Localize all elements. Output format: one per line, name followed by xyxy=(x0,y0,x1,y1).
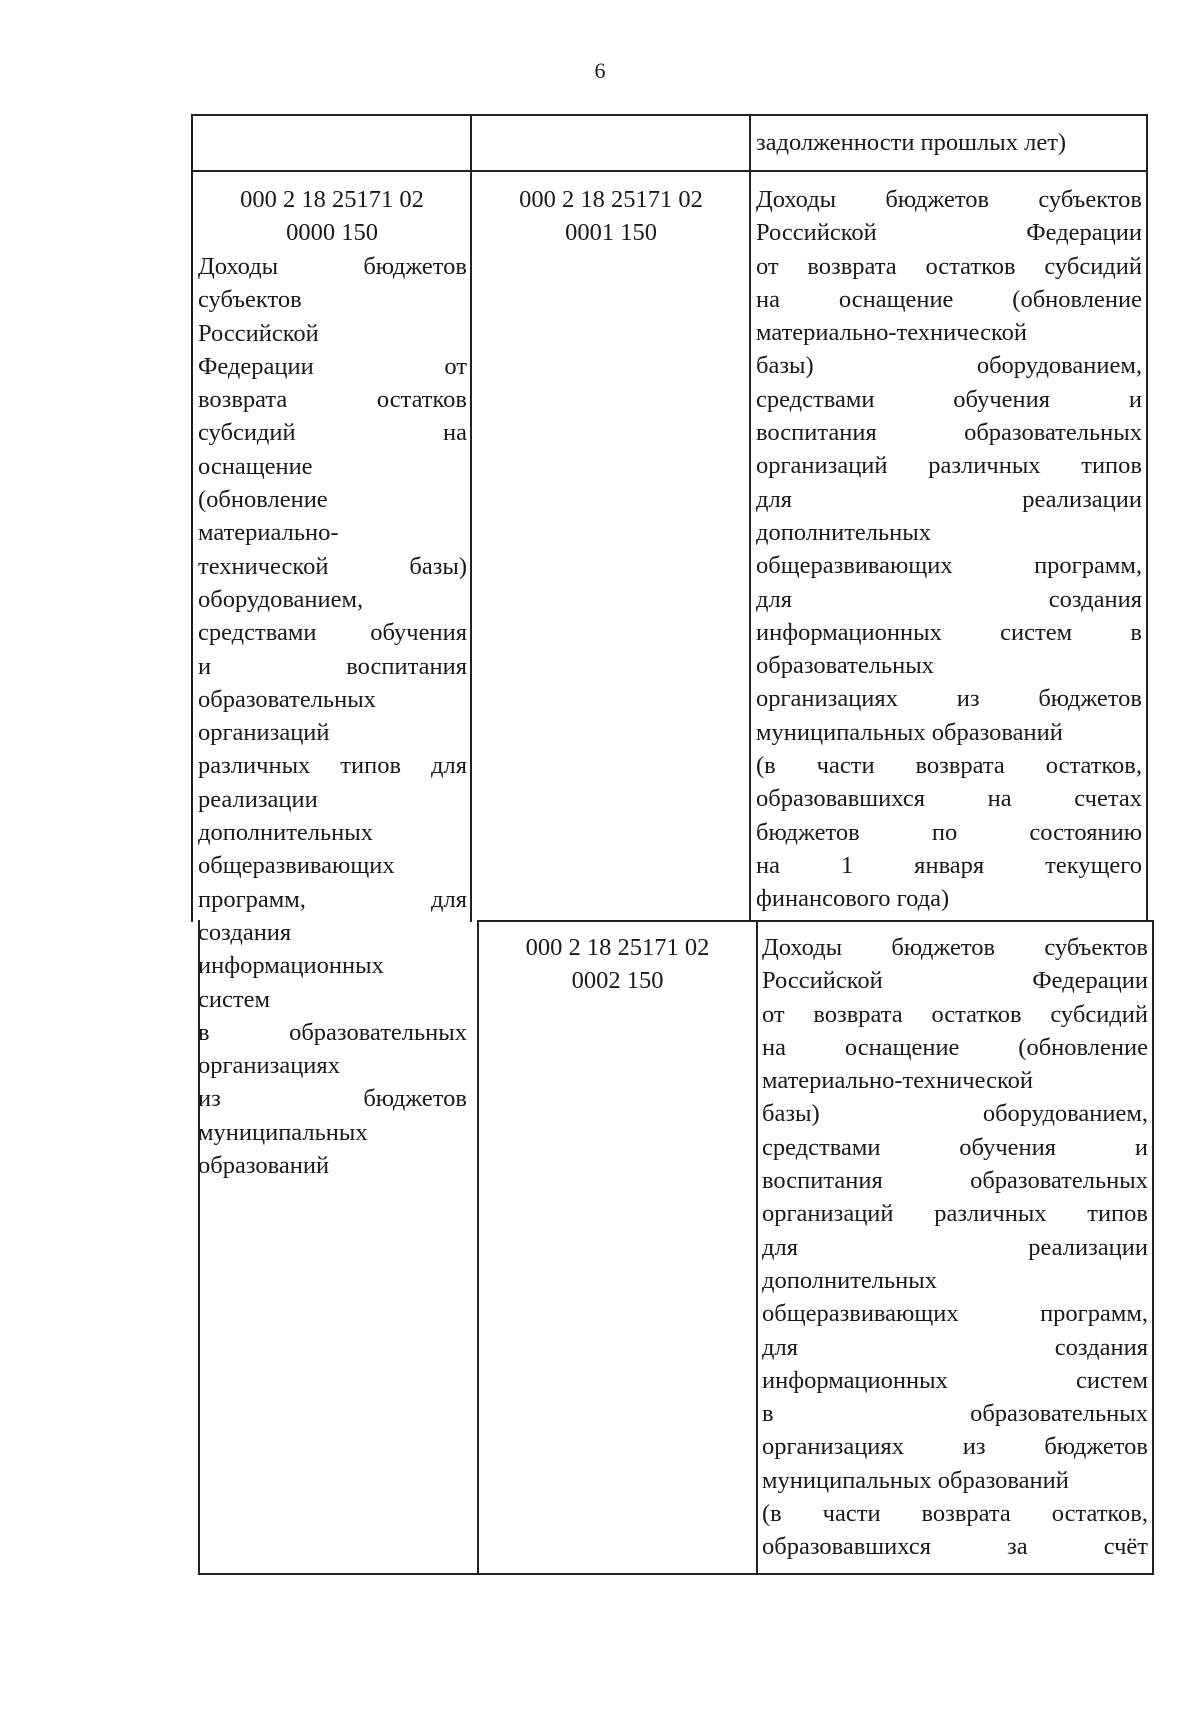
desc-line: Доходы бюджетов xyxy=(198,253,467,280)
desc-line: различных типов для xyxy=(198,752,467,780)
desc-line: Российской Федерации xyxy=(762,967,1148,995)
desc-line: на оснащение (обновление xyxy=(762,1033,1148,1061)
desc-line: образовательных xyxy=(756,652,934,680)
desc-line: от возврата остатков субсидий xyxy=(762,1000,1148,1028)
desc-line: образовавшихся за счёт xyxy=(762,1533,1148,1561)
desc-line: муниципальных xyxy=(198,1118,368,1146)
desc-line: Российской xyxy=(198,319,319,347)
desc-line: на 1 января текущего xyxy=(756,851,1142,879)
desc-line: из бюджетов xyxy=(198,1085,467,1113)
table-right-border xyxy=(1152,920,1154,1575)
desc-line: Российской Федерации xyxy=(756,219,1142,247)
desc-line: общеразвивающих xyxy=(198,852,395,880)
row-1-code-cell xyxy=(475,183,747,250)
row-2-code-cell xyxy=(481,931,754,998)
table-bottom-border xyxy=(198,1573,1154,1575)
desc-line: организаций различных типов xyxy=(756,452,1142,480)
desc-line: создания xyxy=(198,918,292,946)
desc-line: общеразвивающих программ, xyxy=(756,552,1142,580)
desc-line: в образовательных xyxy=(198,1018,467,1046)
desc-line: дополнительных xyxy=(756,518,932,546)
desc-line: информационных систем xyxy=(762,1366,1148,1394)
desc-line: средствами обучения и xyxy=(762,1133,1148,1161)
desc-line: образований xyxy=(198,1152,330,1180)
code-line: 0001 150 xyxy=(565,219,657,247)
desc-line: технической базы) xyxy=(198,552,467,580)
group-code-cell xyxy=(196,183,468,250)
page-number: 6 xyxy=(594,58,606,83)
desc-line: систем xyxy=(198,985,270,1013)
desc-line: муниципальных образований xyxy=(762,1466,1069,1494)
column-divider-1 xyxy=(470,114,472,922)
table-left-border xyxy=(191,114,193,922)
code-line: 000 2 18 25171 02 xyxy=(525,934,710,961)
row-2-description-cell xyxy=(762,931,1148,1564)
desc-line: в образовательных xyxy=(762,1400,1148,1428)
row-divider xyxy=(191,170,1148,172)
desc-line: образовавшихся на счетах xyxy=(756,785,1142,813)
desc-line: от возврата остатков субсидий xyxy=(756,252,1142,280)
desc-line: организациях из бюджетов xyxy=(762,1433,1148,1461)
desc-line: (в части возврата остатков, xyxy=(756,752,1142,780)
desc-line: на оснащение (обновление xyxy=(756,285,1142,313)
column-divider-2 xyxy=(749,114,751,922)
group-description-cell xyxy=(198,250,467,1182)
desc-line: образовательных xyxy=(198,685,376,713)
subrow-divider xyxy=(477,920,1152,922)
code-line: 0002 150 xyxy=(571,967,664,995)
desc-line: информационных систем в xyxy=(756,618,1142,646)
desc-line: для создания xyxy=(756,585,1142,613)
desc-line: информационных xyxy=(198,952,384,980)
desc-line: программ, для xyxy=(198,885,467,913)
desc-line: материально- xyxy=(198,519,339,547)
desc-line: Федерации от xyxy=(198,352,467,380)
column-divider-2 xyxy=(756,920,758,1575)
table-right-border xyxy=(1146,114,1148,922)
desc-line: (обновление xyxy=(198,486,328,514)
continuation-cell: задолженности прошлых лет) xyxy=(756,129,1067,156)
desc-line: возврата остатков xyxy=(198,386,467,414)
desc-line: Доходы бюджетов субъектов xyxy=(762,934,1148,961)
table-top-border xyxy=(191,114,1148,116)
desc-line: средствами обучения xyxy=(198,619,467,647)
column-divider-1 xyxy=(477,920,479,1575)
group-code-line: 000 2 18 25171 02 xyxy=(240,186,424,213)
desc-line: материально-технической xyxy=(756,319,1027,347)
desc-line: оснащение xyxy=(198,452,313,480)
desc-line: общеразвивающих программ, xyxy=(762,1300,1148,1328)
desc-line: для реализации xyxy=(762,1233,1148,1261)
desc-line: для реализации xyxy=(756,485,1142,513)
desc-line: базы) оборудованием, xyxy=(756,352,1142,380)
code-line: 000 2 18 25171 02 xyxy=(519,186,703,213)
desc-line: материально-технической xyxy=(762,1067,1033,1095)
group-code-line: 0000 150 xyxy=(286,219,378,247)
desc-line: финансового года) xyxy=(756,885,950,913)
desc-line: организациях из бюджетов xyxy=(756,685,1142,713)
desc-line: дополнительных xyxy=(762,1266,938,1294)
desc-line: организаций различных типов xyxy=(762,1200,1148,1228)
desc-line: оборудованием, xyxy=(198,585,364,613)
desc-line: субсидий на xyxy=(198,419,467,447)
desc-line: дополнительных xyxy=(198,819,374,847)
desc-line: и воспитания xyxy=(198,652,467,680)
desc-line: Доходы бюджетов субъектов xyxy=(756,186,1142,213)
desc-line: бюджетов по состоянию xyxy=(756,818,1142,846)
row-1-description-cell xyxy=(756,183,1142,916)
desc-line: средствами обучения и xyxy=(756,385,1142,413)
desc-line: базы) оборудованием, xyxy=(762,1100,1148,1128)
desc-line: организаций xyxy=(198,719,330,747)
desc-line: (в части возврата остатков, xyxy=(762,1500,1148,1528)
desc-line: субъектов xyxy=(198,286,302,314)
desc-line: муниципальных образований xyxy=(756,718,1063,746)
desc-line: организациях xyxy=(198,1052,340,1080)
desc-line: воспитания образовательных xyxy=(756,419,1142,447)
desc-line: для создания xyxy=(762,1333,1148,1361)
desc-line: реализации xyxy=(198,785,318,813)
desc-line: воспитания образовательных xyxy=(762,1167,1148,1195)
